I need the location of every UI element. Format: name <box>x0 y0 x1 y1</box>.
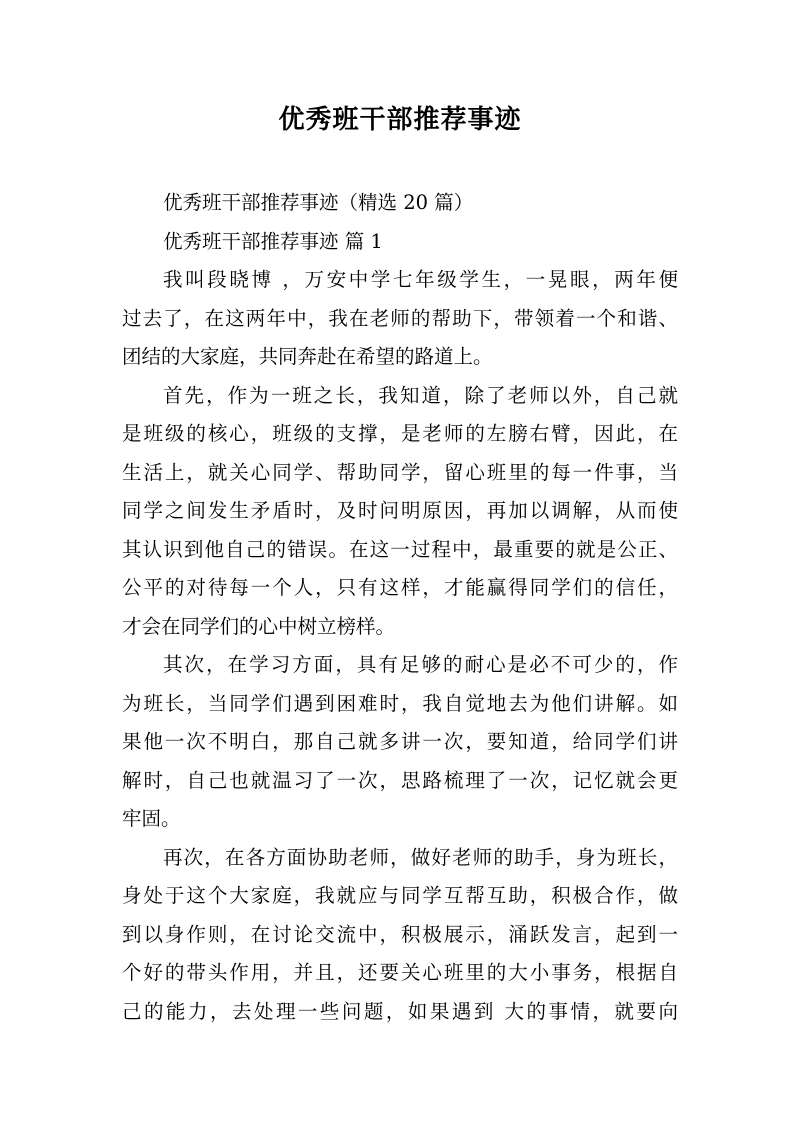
paragraph-line: 团结的大家庭，共同奔赴在希望的路道上。 <box>122 345 493 368</box>
paragraph-line: 公平的对待每一个人，只有这样，才能赢得同学们的信任， <box>122 576 678 599</box>
paragraph-line: 再次，在各方面协助老师，做好老师的助手，身为班长， <box>163 845 678 869</box>
paragraph-line: 过去了，在这两年中，我在老师的帮助下，带领着一个和谐、 <box>122 306 678 330</box>
paragraph-line: 其认识到他自己的错误。在这一过程中，最重要的就是公正、 <box>122 537 678 561</box>
section-heading: 优秀班干部推荐事迹 篇 1 <box>163 229 383 253</box>
paragraph-line: 是班级的核心，班级的支撑，是老师的左膀右臂，因此，在 <box>122 422 678 445</box>
paragraph-4 <box>122 839 678 1032</box>
paragraph-line: 个好的带头作用，并且，还要关心班里的大小事务，根据自 <box>122 961 678 984</box>
paragraph-line: 己的能力，去处理一些问题，如果遇到 大的事情，就要向 <box>122 999 678 1023</box>
paragraph-line: 其次，在学习方面，具有足够的耐心是必不可少的，作 <box>163 653 678 676</box>
paragraph-line: 首先，作为一班之长，我知道，除了老师以外，自己就 <box>163 383 678 407</box>
paragraph-line: 生活上，就关心同学、帮助同学，留心班里的每一件事，当 <box>122 460 678 484</box>
paragraph-1 <box>122 261 678 377</box>
page-title: 优秀班干部推荐事迹 <box>278 105 522 135</box>
paragraph-3 <box>122 646 678 839</box>
document-subtitle: 优秀班干部推荐事迹（精选 20 篇） <box>163 191 474 214</box>
paragraph-line: 才会在同学们的心中树立榜样。 <box>122 614 396 638</box>
paragraph-line: 为班长，当同学们遇到困难时，我自觉地去为他们讲解。如 <box>122 691 678 715</box>
paragraph-line: 果他一次不明白，那自己就多讲一次，要知道，给同学们讲 <box>122 730 678 753</box>
paragraph-line: 牢固。 <box>122 807 181 830</box>
paragraph-line: 身处于这个大家庭，我就应与同学互帮互助，积极合作，做 <box>122 884 678 907</box>
paragraph-line: 到以身作则，在讨论交流中，积极展示，涌跃发言，起到一 <box>122 922 678 946</box>
paragraph-line: 解时，自己也就温习了一次，思路梳理了一次，记忆就会更 <box>122 768 678 792</box>
paragraph-line: 我叫段晓博 ，万安中学七年级学生，一晃眼，两年便 <box>163 268 678 291</box>
document-body <box>122 184 678 1031</box>
paragraph-line: 同学之间发生矛盾时，及时问明原因，再加以调解，从而使 <box>122 499 678 522</box>
paragraph-2 <box>122 377 678 647</box>
